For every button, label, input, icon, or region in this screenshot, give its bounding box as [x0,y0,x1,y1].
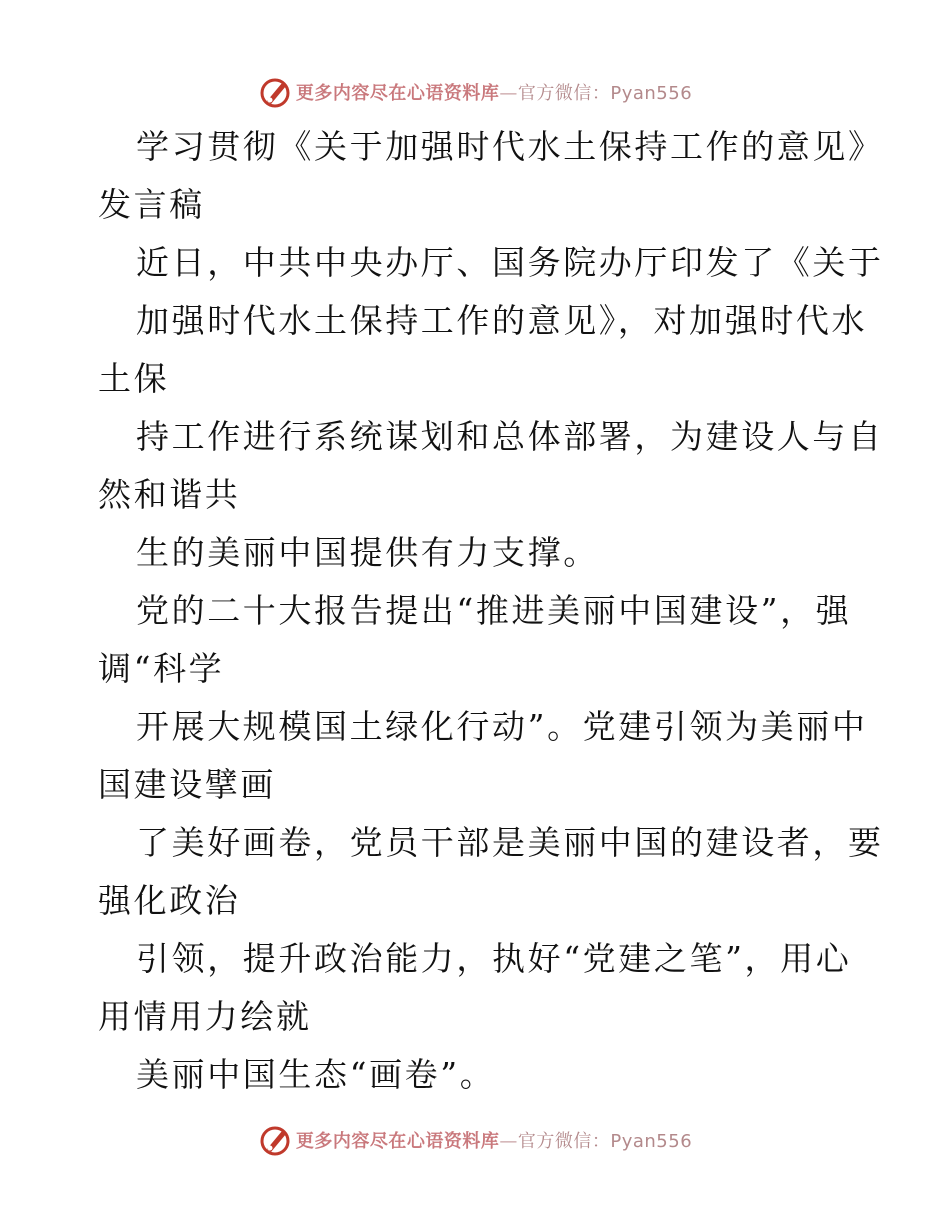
paragraph-line: 引领，提升政治能力，执好“党建之笔”，用心 [136,939,852,978]
paragraph-line: 党的二十大报告提出“推进美丽中国建设”，强 [136,591,852,630]
paragraph-line: 持工作进行系统谋划和总体部署，为建设人与自 [136,417,884,456]
paragraph-line: 然和谐共 [98,475,241,514]
document-body [98,118,884,1104]
paragraph-line: 国建设擘画 [98,765,276,804]
watermark-text [296,1127,692,1153]
paragraph-line: 近日，中共中央办厅、国务院办厅印发了《关于 [136,243,884,282]
paragraph-line: 强化政治 [98,881,241,920]
paragraph-line: 生的美丽中国提供有力支撑。 [136,533,599,572]
watermark-brand: 更多内容尽在心语资料库 [295,1131,500,1152]
watermark-wechat: 官方微信：Pyan556 [517,83,693,104]
document-title: 学习贯彻《关于加强时代水土保持工作的意见》 [136,127,884,166]
paragraph-line: 加强时代水土保持工作的意见》，对加强时代水 [136,301,868,340]
paragraph-line: 了美好画卷，党员干部是美丽中国的建设者，要 [136,823,884,862]
pen-logo-icon [258,1123,292,1157]
watermark-dash: — [499,1131,518,1152]
watermark-text [296,79,692,105]
watermark-brand: 更多内容尽在心语资料库 [295,83,500,104]
watermark-wechat: 官方微信：Pyan556 [517,1131,693,1152]
watermark-dash: — [499,83,518,104]
footer-watermark [0,1120,950,1160]
pen-logo-icon [258,75,292,109]
paragraph-line: 土保 [98,359,170,398]
paragraph-line: 用情用力绘就 [98,997,312,1036]
paragraph-line: 调“科学 [98,649,225,688]
document-title-continued: 发言稿 [98,185,205,224]
header-watermark [0,72,950,112]
paragraph-line: 美丽中国生态“画卷”。 [136,1055,496,1094]
paragraph-line: 开展大规模国土绿化行动”。党建引领为美丽中 [136,707,868,746]
